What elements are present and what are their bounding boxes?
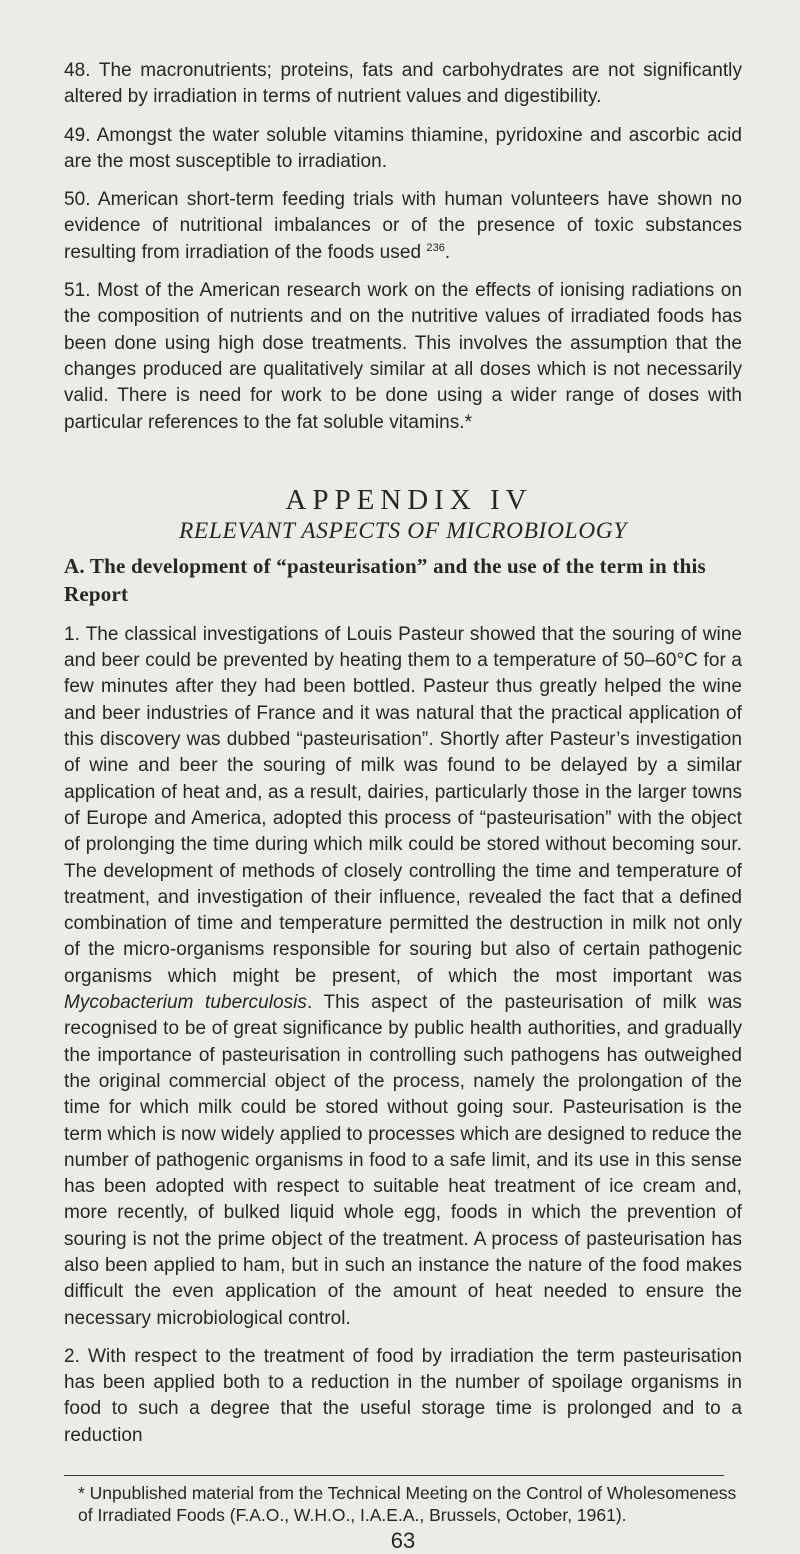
paragraph-number: 49. [64,124,91,146]
italic-organism-name: Mycobacterium tuberculosis [64,992,307,1014]
paragraph-48 [64,58,742,111]
paragraph-text: With respect to the treatment of food by irradiation the term pasteurisation has been applied both to a reduction in the number of spoilage organisms in food to such a degree that the useful storage time is prolonged and to a reduction [64,1345,742,1446]
paragraph-50 [64,187,742,266]
paragraph-number: 2. [64,1345,80,1367]
section-heading: A. The development of “pasteurisation” and the use of the term in this Report [64,553,706,606]
paragraph-number: 51. [64,280,91,302]
appendix-subtitle: RELEVANT ASPECTS OF MICROBIOLOGY [178,517,628,544]
paragraph-2 [64,1344,742,1449]
paragraph-number: 50. [64,189,91,211]
paragraph-end: . [444,241,451,263]
paragraph-text: Most of the American research work on the effects of ionising radiations on the composition of nutrients and on the nutritive values of irradiated foods has been done using high dose treatments. This involves the assumption that the changes produced are qualitatively similar at all doses which is not necessarily valid. There is need for work to be done using a wider range of doses with particular references to the fat soluble vitamins.* [64,280,742,433]
footnote: * Unpublished material from the Technical Meeting on the Control of Wholesomeness of Irradiated Foods (F.A.O., W.H.O., I.A.E.A., Brussels, October, 1961). [78,1483,737,1526]
paragraph-1 [64,622,742,1332]
paragraph-number: 48. [64,60,91,81]
appendix-title: APPENDIX IV [285,483,533,516]
paragraph-text: American short-term feeding trials with human volunteers have shown no evidence of nutritional imbalances or of the presence of toxic substances resulting from irradiation of the foods used [64,189,743,263]
paragraph-number: 1. [64,623,80,645]
paragraph-text: Amongst the water soluble vitamins thiamine, pyridoxine and ascorbic acid are the most susceptible to irradiation. [64,124,742,172]
paragraph-text-continued: . This aspect of the pasteurisation of milk was recognised to be of great significance by public health authorities, and gradually the importance of pasteurisation in controlling such pathogens has outweighed the original commercial object of the process, namely the prolongation of the time for which milk could be stored without going sour. Pasteurisation is the term which is now widely applied to processes which are designed to reduce the number of pathogenic organisms in food to a safe limit, and its use in this sense has been adopted with respect to suitable heat treatment of ice cream and, more recently, of bulked liquid whole egg, foods in which the prevention of souring is not the prime object of the treatment. A process of pasteurisation has also been applied to ham, but in such an instance the nature of the food makes difficult the even application of the amount of heat needed to ensure the necessary microbiological control. [64,992,742,1329]
paragraph-51 [64,278,742,436]
paragraph-text: The macronutrients; proteins, fats and carbohydrates are not significantly altered by irradiation in terms of nutrient values and digestibility. [64,60,742,108]
footnote-divider [64,1475,724,1476]
reference-superscript: 236 [426,241,445,254]
paragraph-text: The classical investigations of Louis Pasteur showed that the souring of wine and beer could be prevented by heating them to a temperature of 50–60°C for a few minutes after they had been bottled. Pasteur thus greatly helped the wine and beer industries of France and it was natural that the practical application of this discovery was dubbed “pasteurisation”. Shortly after Pasteur’s investigation of wine and beer the souring of milk was found to be delayed by a similar application of heat and, as a result, dairies, particularly those in the larger towns of Europe and America, adopted this process of “pasteurisation” with the object of prolonging the time during which milk could be stored without becoming sour. The development of methods of closely controlling the time and temperature of treatment, and investigation of their influence, revealed the fact that a defined combination of time and temperature permitted the destruction in milk not only of the micro-organisms responsible for souring but also of certain pathogenic organisms which might be present, of which the most important was [64,623,742,987]
page-number: 63 [390,1528,416,1554]
paragraph-49 [64,123,742,176]
